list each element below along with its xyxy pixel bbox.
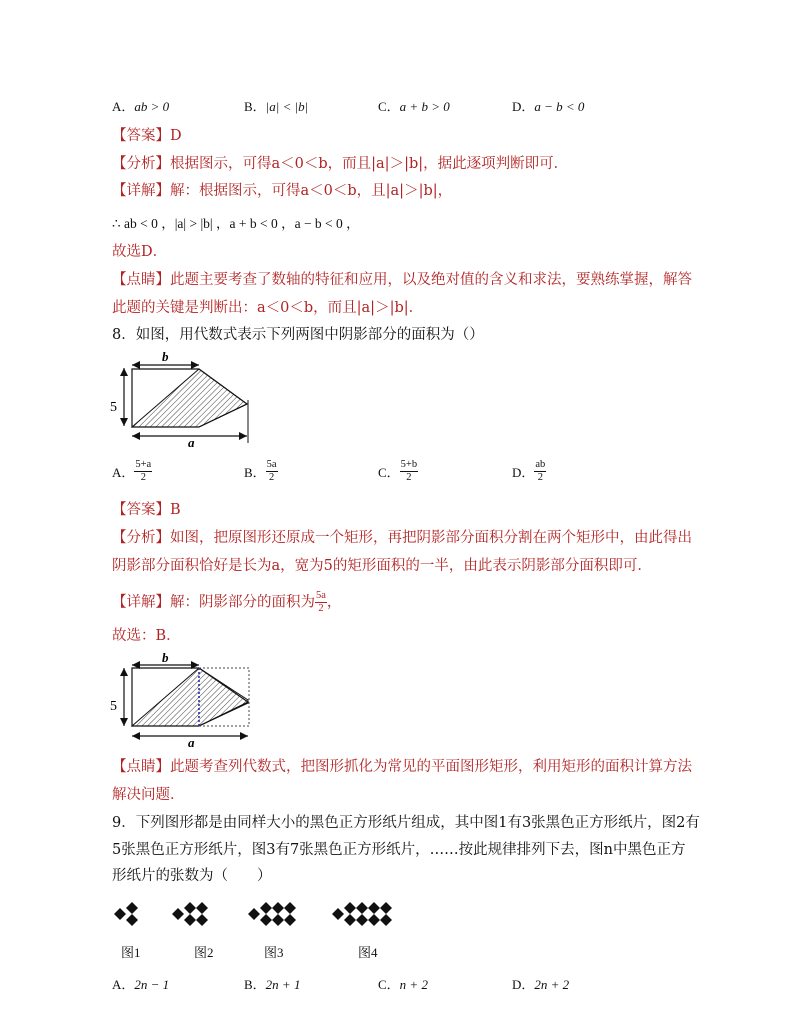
option-expr: a − b < 0: [534, 99, 585, 114]
q8-analysis-line2: 阴影部分面积恰好是长为a，宽为5的矩形面积的一半，由此表示阴影部分面积即可．: [112, 558, 652, 574]
option-letter: A．: [112, 465, 135, 480]
label-b: b: [162, 650, 169, 665]
q8-option-b: [244, 459, 278, 484]
option-letter: B．: [244, 99, 266, 114]
black-square-tile: [172, 908, 184, 920]
black-square-tile: [126, 902, 138, 914]
black-square-tile: [260, 902, 272, 914]
black-square-tile: [248, 908, 260, 920]
black-square-tile: [380, 902, 392, 914]
analysis-text: 如图，把原图形还原成一个矩形，再把阴影部分面积分割在两个矩形中，由此得出: [170, 530, 692, 546]
q9-option-d: [512, 974, 569, 993]
q7-comment-line2: 此题的关键是判断出：a＜0＜b，而且|a|＞|b|．: [112, 300, 424, 316]
option-letter: C．: [378, 977, 400, 992]
option-fraction: [400, 459, 418, 484]
pattern-figure-3: [248, 902, 296, 926]
shaded-region: [132, 668, 248, 726]
option-fraction: [534, 459, 546, 484]
black-square-tile: [284, 914, 296, 926]
option-letter: D．: [512, 465, 535, 480]
black-square-tile: [196, 914, 208, 926]
figure-label-1: 图1: [121, 945, 141, 960]
q7-option-c: [378, 96, 450, 115]
figure-label-3: 图3: [264, 945, 284, 960]
numerator: 5+b: [400, 459, 418, 470]
denominator: 2: [406, 472, 412, 483]
option-letter: A．: [112, 977, 135, 992]
detail-tag: 【详解】: [112, 183, 170, 199]
black-square-tile: [356, 902, 368, 914]
answer-tag: 【答案】: [112, 502, 170, 518]
q7-choose: 故选D．: [112, 244, 168, 260]
q9-figures: [112, 898, 432, 934]
option-letter: D．: [512, 977, 535, 992]
detail-fraction: [315, 590, 327, 615]
denominator: 2: [140, 472, 146, 483]
answer-tag: 【答案】: [112, 128, 170, 144]
black-square-tile: [126, 914, 138, 926]
q8-answer: [112, 500, 181, 520]
option-expr: |a| < |b|: [265, 99, 309, 114]
denominator: 2: [318, 603, 324, 614]
q9-option-c: [378, 974, 428, 993]
comment-text: 此题主要考查了数轴的特征和应用，以及绝对值的含义和求法，要熟练掌握，解答: [170, 272, 692, 288]
q8-question: 8．如图，用代数式表示下列两图中阴影部分的面积为（）: [112, 327, 484, 343]
denominator: 2: [537, 472, 543, 483]
option-letter: A．: [112, 99, 135, 114]
option-letter: B．: [244, 977, 266, 992]
option-expr: a + b > 0: [399, 99, 450, 114]
shaded-region: [132, 369, 247, 427]
q8-detail: [112, 590, 341, 615]
numerator: 5a: [266, 459, 277, 470]
pattern-figure-4: [332, 902, 392, 926]
black-square-tile: [368, 914, 380, 926]
q8-figure-1: [110, 348, 260, 448]
label-5: 5: [110, 699, 117, 714]
pattern-figure-2: [172, 902, 208, 926]
q9-option-a: [112, 974, 169, 993]
black-square-tile: [368, 902, 380, 914]
q8-option-a: [112, 459, 152, 484]
option-expr: 2n − 1: [134, 977, 170, 992]
answer-value: B: [170, 502, 181, 518]
label-a: a: [188, 435, 195, 448]
option-letter: C．: [378, 465, 400, 480]
q8-comment-line2: 解决问题．: [112, 787, 185, 803]
option-expr: n + 2: [399, 977, 428, 992]
numerator: 5+a: [135, 459, 152, 470]
q8-option-c: [378, 459, 418, 484]
q7-therefore: ∴ ab < 0 ，|a| > |b| ，a + b < 0 ，a − b < 0 ，: [112, 216, 360, 231]
label-a: a: [188, 735, 195, 750]
detail-end: ，: [326, 594, 342, 611]
q7-option-b: [244, 96, 308, 115]
q8-option-d: [512, 459, 546, 484]
answer-value: D: [170, 128, 182, 144]
detail-tag: 【详解】: [112, 594, 170, 611]
black-square-tile: [332, 908, 344, 920]
option-fraction: [134, 459, 152, 484]
black-square-tile: [196, 902, 208, 914]
black-square-tile: [272, 902, 284, 914]
q8-figure-2: [110, 650, 260, 750]
q9-line1: 9．下列图形都是由同样大小的黑色正方形纸片组成，其中图1有3张黑色正方形纸片，图2有: [112, 815, 700, 831]
comment-tag: 【点睛】: [112, 272, 170, 288]
black-square-tile: [344, 914, 356, 926]
q8-choose: 故选：B．: [112, 628, 181, 644]
comment-text: 此题考查列代数式，把图形抓化为常见的平面图形矩形，利用矩形的面积计算方法: [170, 759, 692, 775]
option-expr: 2n + 1: [265, 977, 301, 992]
q9-option-b: [244, 974, 300, 993]
option-letter: C．: [378, 99, 400, 114]
black-square-tile: [272, 914, 284, 926]
option-letter: D．: [512, 99, 535, 114]
option-expr: 2n + 2: [534, 977, 570, 992]
q7-comment-line1: [112, 270, 692, 290]
option-expr: ab > 0: [134, 99, 170, 114]
q7-detail: [112, 181, 452, 201]
label-b: b: [162, 349, 169, 364]
analysis-text: 根据图示，可得a＜0＜b，而且|a|＞|b|，据此逐项判断即可．: [170, 156, 569, 172]
figure-label-2: 图2: [194, 945, 214, 960]
q7-option-d: [512, 96, 584, 115]
q9-line2: 5张黑色正方形纸片，图3有7张黑色正方形纸片，……按此规律排列下去，图n中黑色正方: [112, 842, 686, 858]
black-square-tile: [260, 914, 272, 926]
q8-comment-line1: [112, 757, 692, 777]
denominator: 2: [269, 472, 275, 483]
black-square-tile: [184, 902, 196, 914]
q7-analysis: [112, 154, 568, 174]
label-5: 5: [110, 400, 117, 415]
black-square-tile: [344, 902, 356, 914]
detail-text: 解：根据图示，可得a＜0＜b，且|a|＞|b|，: [170, 183, 453, 199]
figure-label-4: 图4: [358, 945, 378, 960]
black-square-tile: [380, 914, 392, 926]
pattern-figure-1: [114, 902, 138, 926]
q7-option-a: [112, 96, 169, 115]
q7-answer: [112, 126, 182, 146]
option-letter: B．: [244, 465, 266, 480]
comment-tag: 【点睛】: [112, 759, 170, 775]
black-square-tile: [356, 914, 368, 926]
black-square-tile: [284, 902, 296, 914]
analysis-tag: 【分析】: [112, 156, 170, 172]
analysis-tag: 【分析】: [112, 530, 170, 546]
numerator: 5a: [316, 590, 326, 601]
q8-analysis-line1: [112, 528, 692, 548]
numerator: ab: [535, 459, 546, 470]
detail-text: 解：阴影部分的面积为: [170, 594, 315, 611]
q9-line3: 形纸片的张数为（ ）: [112, 868, 272, 884]
black-square-tile: [114, 908, 126, 920]
option-fraction: [266, 459, 278, 484]
black-square-tile: [184, 914, 196, 926]
